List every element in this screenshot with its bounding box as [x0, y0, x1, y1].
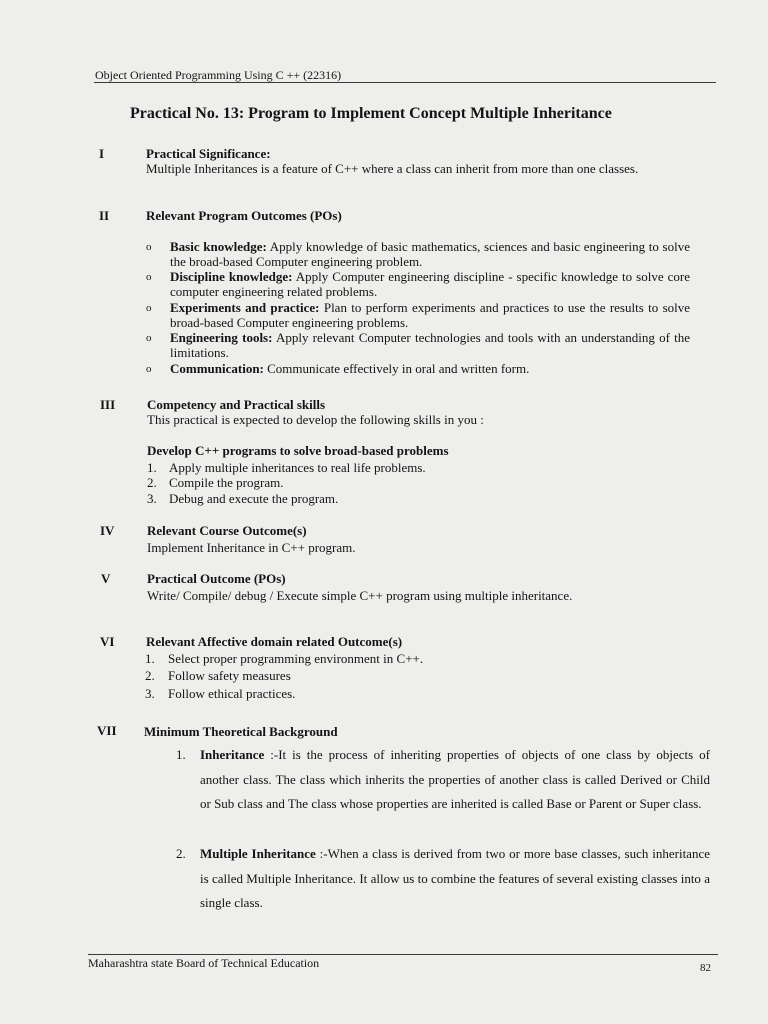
list-number: 2.	[145, 668, 155, 683]
section-5-text: Write/ Compile/ debug / Execute simple C++ program using multiple inheritance.	[147, 588, 573, 603]
section-5-number: V	[101, 571, 111, 586]
po-item	[170, 269, 690, 299]
po-item	[170, 300, 690, 330]
section-4-heading: Relevant Course Outcome(s)	[147, 523, 307, 538]
section-2-number: II	[99, 208, 110, 223]
section-3-heading: Competency and Practical skills	[147, 397, 326, 412]
section-5-heading: Practical Outcome (POs)	[147, 571, 286, 586]
page-title: Practical No. 13: Program to Implement Concept Multiple Inheritance	[130, 105, 612, 122]
po-term: Discipline knowledge:	[170, 269, 293, 284]
theory-number: 2.	[176, 846, 186, 861]
list-number: 3.	[145, 686, 155, 701]
list-number: 1.	[145, 651, 155, 666]
list-item: Compile the program.	[169, 475, 284, 490]
list-number: 3.	[147, 491, 157, 506]
po-text: Apply relevant Computer technologies and tools with an understanding of the limitations.	[170, 330, 691, 360]
footer-board: Maharashtra state Board of Technical Education	[88, 956, 320, 970]
po-term: Communication:	[170, 361, 264, 376]
theory-number: 1.	[176, 747, 186, 762]
bullet-icon: o	[146, 302, 152, 314]
po-text: Plan to perform experiments and practices to use the results to solve broad-based Computer engineering problems.	[170, 300, 691, 330]
po-item	[170, 361, 690, 376]
section-4-text: Implement Inheritance in C++ program.	[147, 540, 356, 555]
list-item: Select proper programming environment in C++.	[168, 651, 424, 666]
theory-text: :-When a class is derived from two or more base classes, such inheritance is called Multiple Inheritance. It allow us to combine the features of several existing classes into a single class.	[200, 846, 710, 910]
po-item	[170, 330, 690, 360]
footer-rule	[88, 954, 718, 955]
po-term: Experiments and practice:	[170, 300, 320, 315]
bullet-icon: o	[146, 363, 152, 375]
running-header: Object Oriented Programming Using C ++ (22316)	[95, 68, 342, 82]
section-1-heading: Practical Significance:	[146, 146, 271, 161]
section-6-number: VI	[100, 634, 115, 649]
section-7-number: VII	[97, 723, 117, 738]
bullet-icon: o	[146, 332, 152, 344]
list-number: 2.	[147, 475, 157, 490]
po-text: Apply knowledge of basic mathematics, sciences and basic engineering to solve the broad-based Computer engineering problem.	[170, 239, 690, 269]
theory-term: Inheritance	[200, 747, 265, 762]
section-1-number: I	[99, 146, 105, 161]
po-term: Engineering tools:	[170, 330, 273, 345]
po-item	[170, 239, 690, 269]
section-7-heading: Minimum Theoretical Background	[144, 724, 338, 739]
po-term: Basic knowledge:	[170, 239, 267, 254]
list-item: Apply multiple inheritances to real life problems.	[169, 460, 426, 475]
section-3-subheading: Develop C++ programs to solve broad-based problems	[147, 443, 449, 458]
section-3-intro: This practical is expected to develop the following skills in you :	[147, 412, 484, 427]
header-rule	[94, 82, 716, 83]
po-text: Apply Computer engineering discipline - specific knowledge to solve core computer engineering related problems.	[170, 269, 690, 299]
bullet-icon: o	[146, 241, 152, 253]
theory-term: Multiple Inheritance	[200, 846, 316, 861]
theory-item	[200, 842, 710, 916]
section-6-heading: Relevant Affective domain related Outcome(s)	[146, 634, 403, 649]
list-item: Debug and execute the program.	[169, 491, 339, 506]
list-number: 1.	[147, 460, 157, 475]
page-number: 82	[700, 962, 711, 974]
list-item: Follow safety measures	[168, 668, 291, 683]
po-text: Communicate effectively in oral and written form.	[267, 361, 530, 376]
section-2-heading: Relevant Program Outcomes (POs)	[146, 208, 342, 223]
section-3-number: III	[100, 397, 116, 412]
section-4-number: IV	[100, 523, 115, 538]
theory-text: :-It is the process of inheriting properties of objects of one class by objects of another class. The class which inherits the properties of another class is called Derived or Child or Sub class and The class whose properties are inherited is called Base or Parent or Super class.	[200, 747, 710, 811]
list-item: Follow ethical practices.	[168, 686, 296, 701]
theory-item	[200, 743, 710, 817]
bullet-icon: o	[146, 271, 152, 283]
section-1-text: Multiple Inheritances is a feature of C++ where a class can inherit from more than one classes.	[146, 161, 639, 176]
